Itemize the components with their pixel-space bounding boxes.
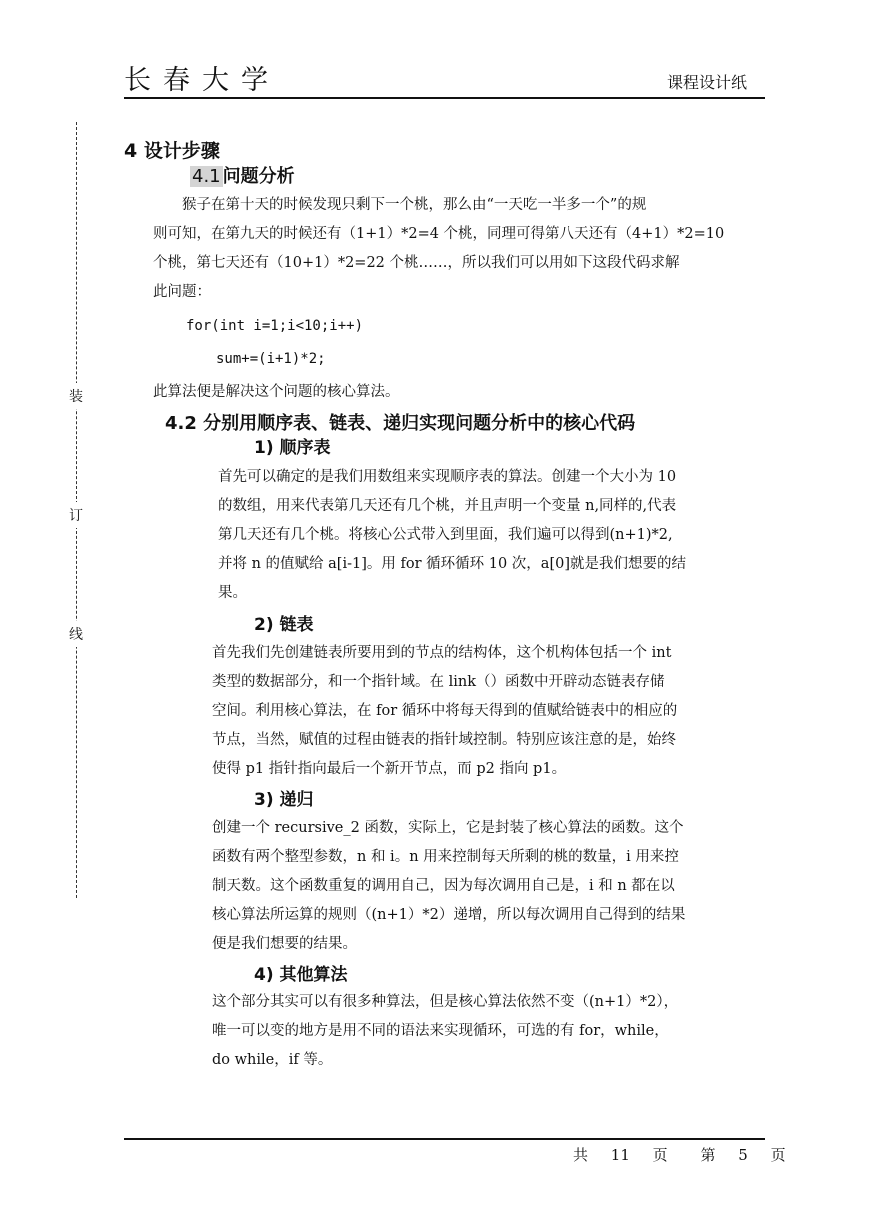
paragraph-line: 此算法便是解决这个问题的核心算法。 bbox=[153, 384, 400, 400]
paragraph-line: 的数组，用来代表第几天还有几个桃，并且声明一个变量 n,同样的,代表 bbox=[218, 498, 677, 514]
paragraph-line: 则可知，在第九天的时候还有（1+1）*2=4 个桃，同理可得第八天还有（4+1）*2=10 bbox=[153, 226, 725, 242]
subsection-other-algorithms-heading: 4) 其他算法 bbox=[254, 965, 348, 985]
footer-rule bbox=[124, 1138, 765, 1140]
paragraph-line: 此问题： bbox=[153, 284, 211, 300]
paragraph-line: 个桃，第七天还有（10+1）*2=22 个桃……，所以我们可以用如下这段代码求解 bbox=[153, 255, 680, 271]
paragraph-line: 猴子在第十天的时候发现只剩下一个桃，那么由“一天吃一半多一个”的规 bbox=[153, 197, 647, 213]
code-line-sum: sum+=(i+1)*2; bbox=[216, 351, 326, 367]
paragraph-line: 便是我们想要的结果。 bbox=[212, 936, 357, 952]
paragraph-line: 创建一个 recursive_2 函数，实际上，它是封装了核心算法的函数。这个 bbox=[212, 820, 684, 836]
subsection-linked-list-text bbox=[212, 639, 765, 784]
paragraph-line: 并将 n 的值赋给 a[i-1]。用 for 循环循环 10 次，a[0]就是我们想要的结 bbox=[218, 556, 686, 572]
paragraph-line: 函数有两个整型参数，n 和 i。n 用来控制每天所剩的桃的数量，i 用来控 bbox=[212, 849, 679, 865]
paragraph-line: 使得 p1 指针指向最后一个新开节点，而 p2 指向 p1。 bbox=[212, 761, 567, 777]
paragraph-line: 首先可以确定的是我们用数组来实现顺序表的算法。创建一个大小为 10 bbox=[218, 469, 677, 485]
subsection-linked-list-heading: 2) 链表 bbox=[254, 615, 314, 635]
paragraph-line: 唯一可以变的地方是用不同的语法来实现循环，可选的有 for，while， bbox=[212, 1023, 669, 1039]
paragraph-line: 核心算法所运算的规则（(n+1）*2）递增，所以每次调用自己得到的结果 bbox=[212, 907, 686, 923]
paragraph-line: 首先我们先创建链表所要用到的节点的结构体，这个机构体包括一个 int bbox=[212, 645, 672, 661]
code-line-for: for(int i=1;i<10;i++) bbox=[186, 318, 364, 334]
paragraph-line: 这个部分其实可以有很多种算法，但是核心算法依然不变（(n+1）*2）， bbox=[212, 994, 679, 1010]
section-4-heading: 4 设计步骤 bbox=[124, 140, 220, 162]
header-rule bbox=[124, 97, 765, 99]
paragraph-line: 制天数。这个函数重复的调用自己，因为每次调用自己是，i 和 n 都在以 bbox=[212, 878, 675, 894]
paragraph-line: 第几天还有几个桃。将核心公式带入到里面，我们遍可以得到(n+1)*2, bbox=[218, 527, 673, 543]
total-pages: 11 bbox=[610, 1146, 630, 1164]
subsection-recursion-text bbox=[212, 814, 765, 959]
subsection-sequential-list-heading: 1) 顺序表 bbox=[254, 438, 331, 458]
university-name: 长春大学 bbox=[124, 65, 280, 96]
current-page-prefix: 第 bbox=[700, 1146, 716, 1164]
document-type-label: 课程设计纸 bbox=[667, 73, 748, 92]
core-algorithm-note bbox=[153, 378, 400, 407]
page-counter bbox=[573, 1144, 786, 1165]
binding-char-ding: 订 bbox=[69, 502, 83, 528]
subsection-sequential-list-text bbox=[218, 463, 765, 608]
section-4-1-number: 4.1 bbox=[192, 166, 221, 187]
total-pages-prefix: 共 bbox=[573, 1146, 589, 1164]
subsection-other-algorithms-text bbox=[212, 988, 765, 1075]
current-page-suffix: 页 bbox=[770, 1146, 786, 1164]
section-4-1-paragraph bbox=[153, 191, 765, 307]
paragraph-line: 果。 bbox=[218, 585, 247, 601]
section-4-1-title: 问题分析 bbox=[222, 166, 295, 187]
paragraph-line: 类型的数据部分，和一个指针域。在 link（）函数中开辟动态链表存储 bbox=[212, 674, 665, 690]
paragraph-line: do while，if 等。 bbox=[212, 1052, 333, 1068]
current-page: 5 bbox=[738, 1146, 748, 1164]
binding-char-xian: 线 bbox=[69, 621, 83, 647]
binding-char-zhuang: 装 bbox=[69, 383, 83, 409]
total-pages-suffix: 页 bbox=[652, 1146, 668, 1164]
subsection-recursion-heading: 3) 递归 bbox=[254, 790, 314, 810]
section-4-1-heading bbox=[190, 162, 295, 188]
paragraph-line: 节点，当然，赋值的过程由链表的指针域控制。特别应该注意的是，始终 bbox=[212, 732, 676, 748]
section-4-2-heading: 4.2 分别用顺序表、链表、递归实现问题分析中的核心代码 bbox=[165, 413, 636, 434]
paragraph-line: 空间。利用核心算法，在 for 循环中将每天得到的值赋给链表中的相应的 bbox=[212, 703, 678, 719]
